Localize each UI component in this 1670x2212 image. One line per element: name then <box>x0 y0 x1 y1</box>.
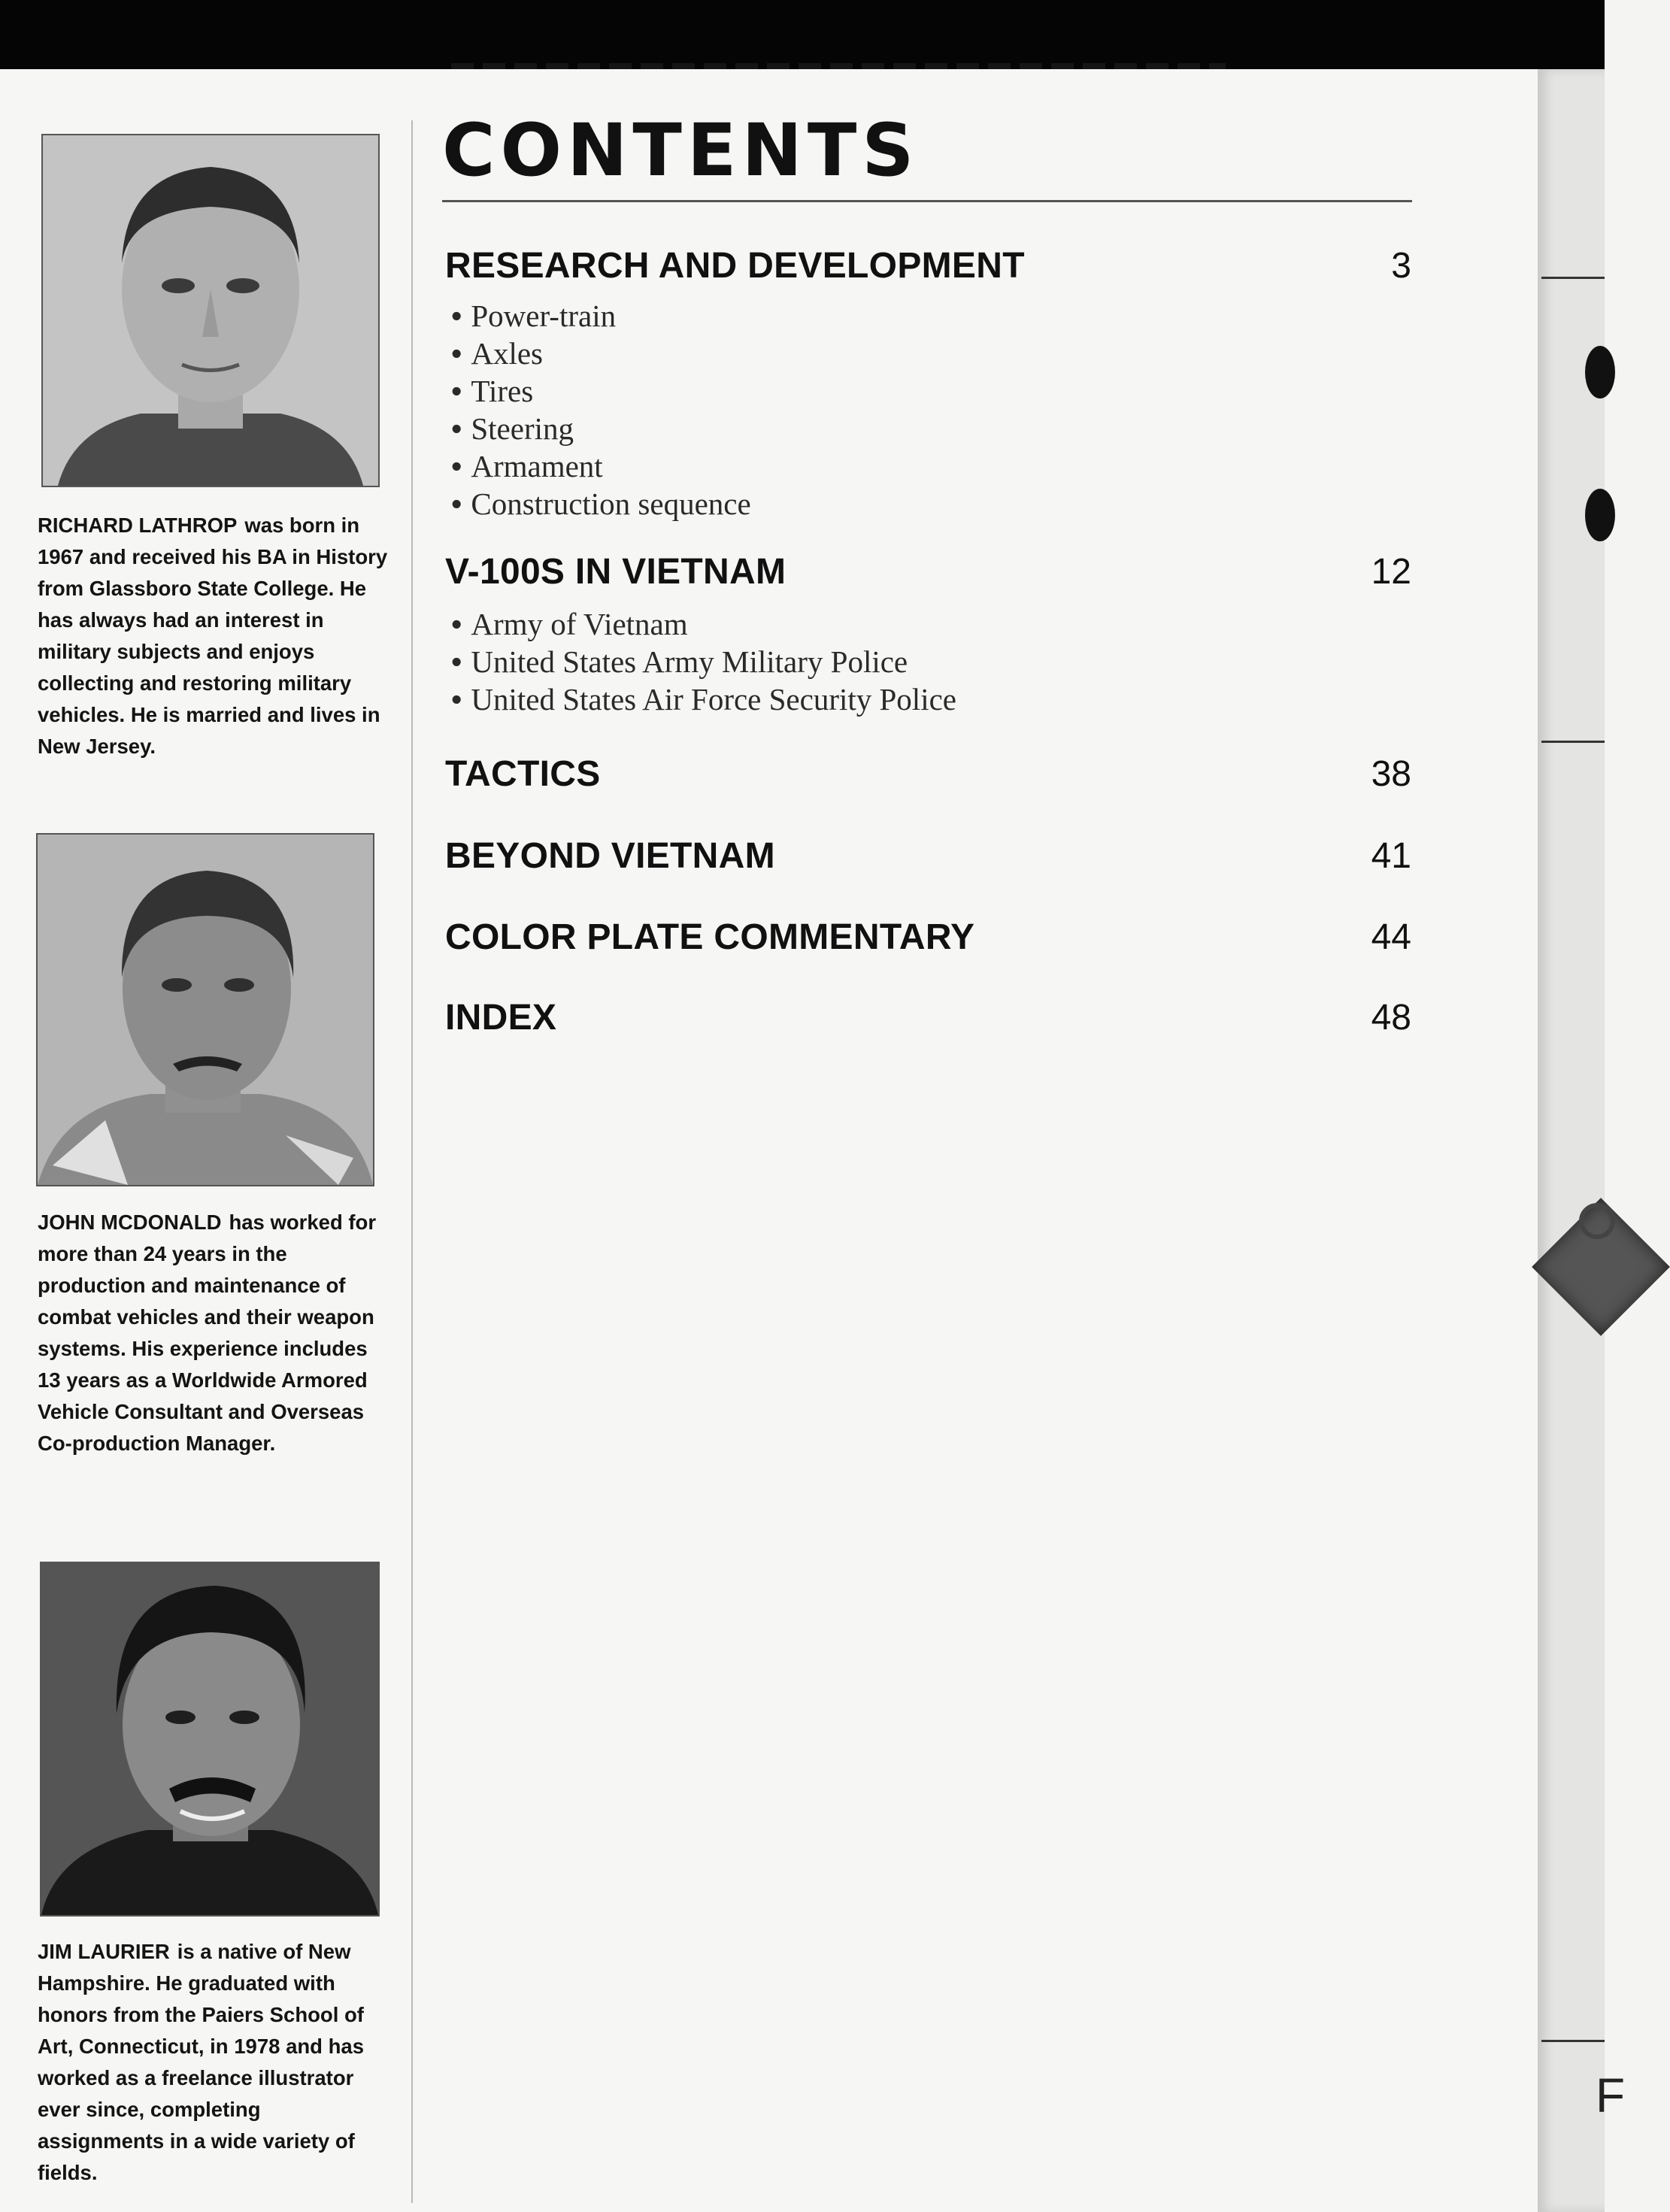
heading-rule <box>442 200 1412 202</box>
adjacent-page-glyph <box>1585 346 1615 398</box>
toc-entry-beyond-vietnam[interactable] <box>445 835 1411 880</box>
author-bio-text: has worked for more than 24 years in the production and maintenance of combat vehicles and their weapon systems. His experience includes 13 years as a Worldwide Armored Vehicle Consultant and Overseas Co-production Manager. <box>38 1211 377 1455</box>
author-bio-text: is a native of New Hampshire. He graduated with honors from the Paiers School of Art, Connecticut, in 1978 and has worked as a freelance illustrator ever since, completing assignments in a wide variety of fields. <box>38 1940 364 2184</box>
toc-entry-title: INDEX <box>445 998 557 1038</box>
author-bio-mcdonald <box>38 1207 391 1459</box>
toc-subitem: • Construction sequence <box>451 485 751 523</box>
adjacent-page-emblem-ring <box>1579 1203 1615 1239</box>
author-photo-mcdonald <box>36 833 374 1186</box>
adjacent-page-glyph <box>1585 489 1615 541</box>
toc-entry-color-plate[interactable] <box>445 916 1411 961</box>
toc-entry-page: 48 <box>1371 998 1411 1038</box>
toc-entry-title: RESEARCH AND DEVELOPMENT <box>445 246 1025 286</box>
adjacent-page-rule <box>1541 741 1605 743</box>
toc-entry-title: COLOR PLATE COMMENTARY <box>445 917 975 957</box>
author-bio-laurier <box>38 1936 391 2189</box>
toc-entry-page: 12 <box>1371 552 1411 592</box>
toc-entry-page: 3 <box>1391 246 1411 286</box>
adjacent-page-rule <box>1541 277 1605 279</box>
toc-subitem: • Power-train <box>451 297 751 335</box>
toc-entry-page: 38 <box>1371 754 1411 794</box>
adjacent-page-letter: F <box>1596 2068 1626 2123</box>
column-divider <box>411 120 413 2203</box>
toc-entry-title: TACTICS <box>445 754 601 794</box>
toc-entry-research[interactable] <box>445 244 1411 289</box>
toc-subitem: • Axles <box>451 335 751 372</box>
author-name: RICHARD LATHROP <box>38 514 238 537</box>
toc-subitems-vietnam <box>451 605 956 718</box>
author-photo-lathrop <box>41 134 380 487</box>
contents-heading: CONTENTS <box>442 108 920 192</box>
toc-entry-page: 41 <box>1371 836 1411 876</box>
toc-subitem: • Tires <box>451 372 751 410</box>
toc-entry-page: 44 <box>1371 917 1411 957</box>
author-name: JOHN MCDONALD <box>38 1211 222 1234</box>
toc-entry-index[interactable] <box>445 996 1411 1041</box>
toc-subitem: • United States Air Force Security Police <box>451 680 956 718</box>
toc-entry-tactics[interactable] <box>445 753 1411 798</box>
toc-subitems-research <box>451 297 751 523</box>
adjacent-page-rule <box>1541 2040 1605 2042</box>
toc-subitem: • Armament <box>451 447 751 485</box>
top-dark-band <box>0 0 1605 69</box>
toc-entry-title: V-100S IN VIETNAM <box>445 552 787 592</box>
toc-entry-vietnam[interactable] <box>445 550 1411 595</box>
author-bio-text: was born in 1967 and received his BA in History from Glassboro State College. He has always had an interest in military subjects and enjoys collecting and restoring military vehicles. He is married and lives in New Jersey. <box>38 514 388 758</box>
toc-entry-title: BEYOND VIETNAM <box>445 836 775 876</box>
toc-subitem: • United States Army Military Police <box>451 643 956 680</box>
author-bio-lathrop <box>38 510 391 762</box>
toc-subitem: • Steering <box>451 410 751 447</box>
author-photo-laurier <box>40 1562 380 1917</box>
author-name: JIM LAURIER <box>38 1940 170 1963</box>
toc-subitem: • Army of Vietnam <box>451 605 956 643</box>
